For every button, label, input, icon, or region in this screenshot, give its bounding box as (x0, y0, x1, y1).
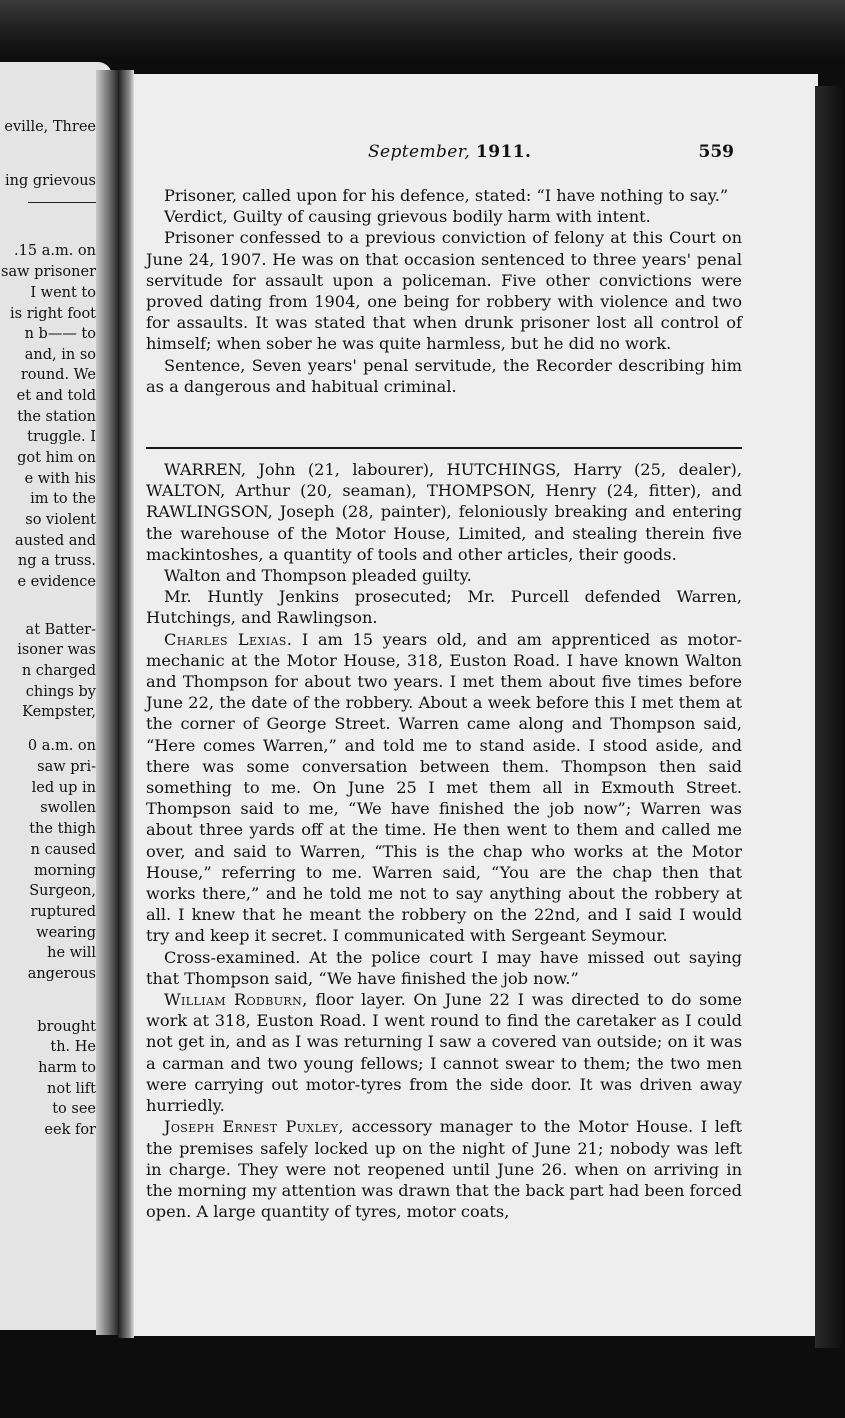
left-page-line: ng a truss. (17, 553, 96, 569)
left-page-line: harm to (38, 1060, 96, 1076)
book-gutter-left (96, 70, 118, 1335)
witness-name-puxley: Joseph Ernest Puxley, (164, 1117, 344, 1137)
left-page-line: brought (37, 1019, 96, 1035)
paragraph-sentence: Sentence, Seven years' penal servitude, the Recorder describing him as a dangerous and habitual criminal. (146, 355, 742, 396)
left-page-line: he will (47, 945, 96, 961)
left-page-line: round. We (20, 367, 96, 383)
left-page-line: swollen (40, 800, 96, 816)
text-block-top (146, 185, 742, 397)
left-page-line: Kempster, (22, 704, 96, 720)
paragraph-plea: Walton and Thompson pleaded guilty. (164, 566, 472, 586)
left-page-line: austed and (15, 533, 96, 549)
section-divider (146, 447, 742, 449)
left-page-line: I went to (30, 285, 96, 301)
left-page-line: led up in (31, 780, 96, 796)
left-page-line: is right foot (10, 306, 96, 322)
left-page-line: th. He (50, 1039, 96, 1055)
left-page-line: et and told (16, 388, 96, 404)
left-page-line: .15 a.m. on (14, 243, 96, 259)
paragraph-cross-examined: Cross-examined. At the police court I may have missed out saying that Thompson said, “We have finished the job now.” (146, 947, 742, 988)
left-page-rule (28, 202, 98, 203)
left-page-line: at Batter- (25, 622, 96, 638)
left-page-line: angerous (27, 966, 96, 982)
left-page-line: e with his (24, 471, 96, 487)
paragraph-witness-rodburn (146, 989, 742, 1116)
page-number: 559 (698, 142, 734, 162)
header-title (368, 142, 531, 162)
header-year: 1911. (476, 142, 532, 162)
left-page-line: isoner was (17, 642, 96, 658)
paragraph-witness-puxley (146, 1116, 742, 1222)
paragraph-defence: Prisoner, called upon for his defence, stated: “I have nothing to say.” (164, 186, 729, 205)
left-page-line: the thigh (29, 821, 96, 837)
paragraph-witness-lexias (146, 629, 742, 947)
witness-name-lexias: Charles Lexias. (164, 629, 293, 649)
left-page-line: saw prisoner (1, 264, 96, 280)
left-page-line: ing grievous (4, 173, 96, 189)
text-block-case (146, 459, 742, 1222)
left-page-line: eek for (44, 1122, 96, 1138)
header-month: September, (368, 142, 471, 162)
testimony-lexias: I am 15 years old, and am apprenticed as motor-mechanic at the Motor House, 318, Euston Road. I have known Walton and Thompson for about two years. I met them about five times before June 22, the date of the robbery. About a week before this I met them at the corner of George Street. Warren came along and Thompson said, “Here comes Warren,” and told me to stand aside. I stood aside, and there was some conversation between them. Thompson then said something to me. On June 25 I met them all in Exmouth Street. Thompson said to me, “We have finished the job now”; Warren was about three yards off at the time. He then went to them and called me over, and said to Warren, “This is the chap who works at the Motor House,” referring to me. Warren said, “You are the chap then that works there,” and he told me not to say anything about the robbery at all. I knew that he meant the robbery on the 22nd, and I said I would try and keep it secret. I communicated with Sergeant Seymour. (146, 629, 742, 946)
left-page-line: n caused (30, 842, 96, 858)
left-page-line: n charged (21, 663, 96, 679)
left-page-line: so violent (25, 512, 96, 528)
testimony-puxley: accessory manager to the Motor House. I left the premises safely locked up on the night of June 21; nobody was left in charge. They were not reopened until June 26. when on arriving in the morning my attention was drawn that the back part had been forced open. A large quantity of tyres, motor coats, (146, 1117, 742, 1222)
left-page-line: to see (52, 1101, 96, 1117)
book-gutter-shadow (118, 70, 134, 1338)
paragraph-previous-convictions: Prisoner confessed to a previous conviction of felony at this Court on June 24, 1907. He was on that occasion sentenced to three years' penal servitude for assault upon a policeman. Five other convictions were proved dating from 1904, one being for robbery with violence and two for assaults. It was stated that when drunk prisoner lost all control of himself; when sober he was quite harmless, but he did no work. (146, 228, 742, 354)
left-page-line: im to the (30, 491, 96, 507)
left-page-line: and, in so (24, 347, 96, 363)
left-page-line: Surgeon, (29, 883, 96, 899)
left-page-line: eville, Three (4, 119, 96, 135)
paragraph-verdict: Verdict, Guilty of causing grievous bodily harm with intent. (164, 207, 651, 227)
left-page-line: not lift (47, 1081, 96, 1097)
left-page-line: ruptured (30, 904, 96, 920)
page-edge-right (815, 86, 845, 1348)
left-page-line: the station (17, 409, 96, 425)
scan-background-top (0, 0, 845, 60)
paragraph-indictment: WARREN, John (21, labourer), HUTCHINGS, Harry (25, dealer), WALTON, Arthur (20, seaman), THOMPSON, Henry (24, fitter), and RAWLINGSON, Joseph (28, painter), feloniously breaking and entering the warehouse of the Motor House, Limited, and stealing therein five mackintoshes, a quantity of tools and other articles, their goods. (146, 460, 742, 564)
running-header (146, 142, 742, 170)
left-page-line: truggle. I (27, 429, 96, 445)
left-page-line: n b—— to (24, 326, 96, 342)
left-page-line: e evidence (17, 574, 96, 590)
paragraph-counsel: Mr. Huntly Jenkins prosecuted; Mr. Purcell defended Warren, Hutchings, and Rawlingson. (146, 587, 742, 628)
witness-name-rodburn: William Rodburn, (164, 990, 308, 1010)
left-page-line: chings by (25, 684, 96, 700)
left-page-line: morning (33, 863, 96, 879)
left-page-line: wearing (36, 925, 96, 941)
left-page-line: saw pri- (37, 759, 96, 775)
left-page-line: got him on (17, 450, 96, 466)
testimony-rodburn: floor layer. On June 22 I was directed to do some work at 318, Euston Road. I went round to find the caretaker as I could not get in, and as I was returning I saw a covered van outside; on it was a carman and two young fellows; I cannot swear to them; the two men were carrying out motor-tyres from the side door. It was driven away hurriedly. (146, 990, 742, 1116)
left-page-line: 0 a.m. on (27, 738, 96, 754)
